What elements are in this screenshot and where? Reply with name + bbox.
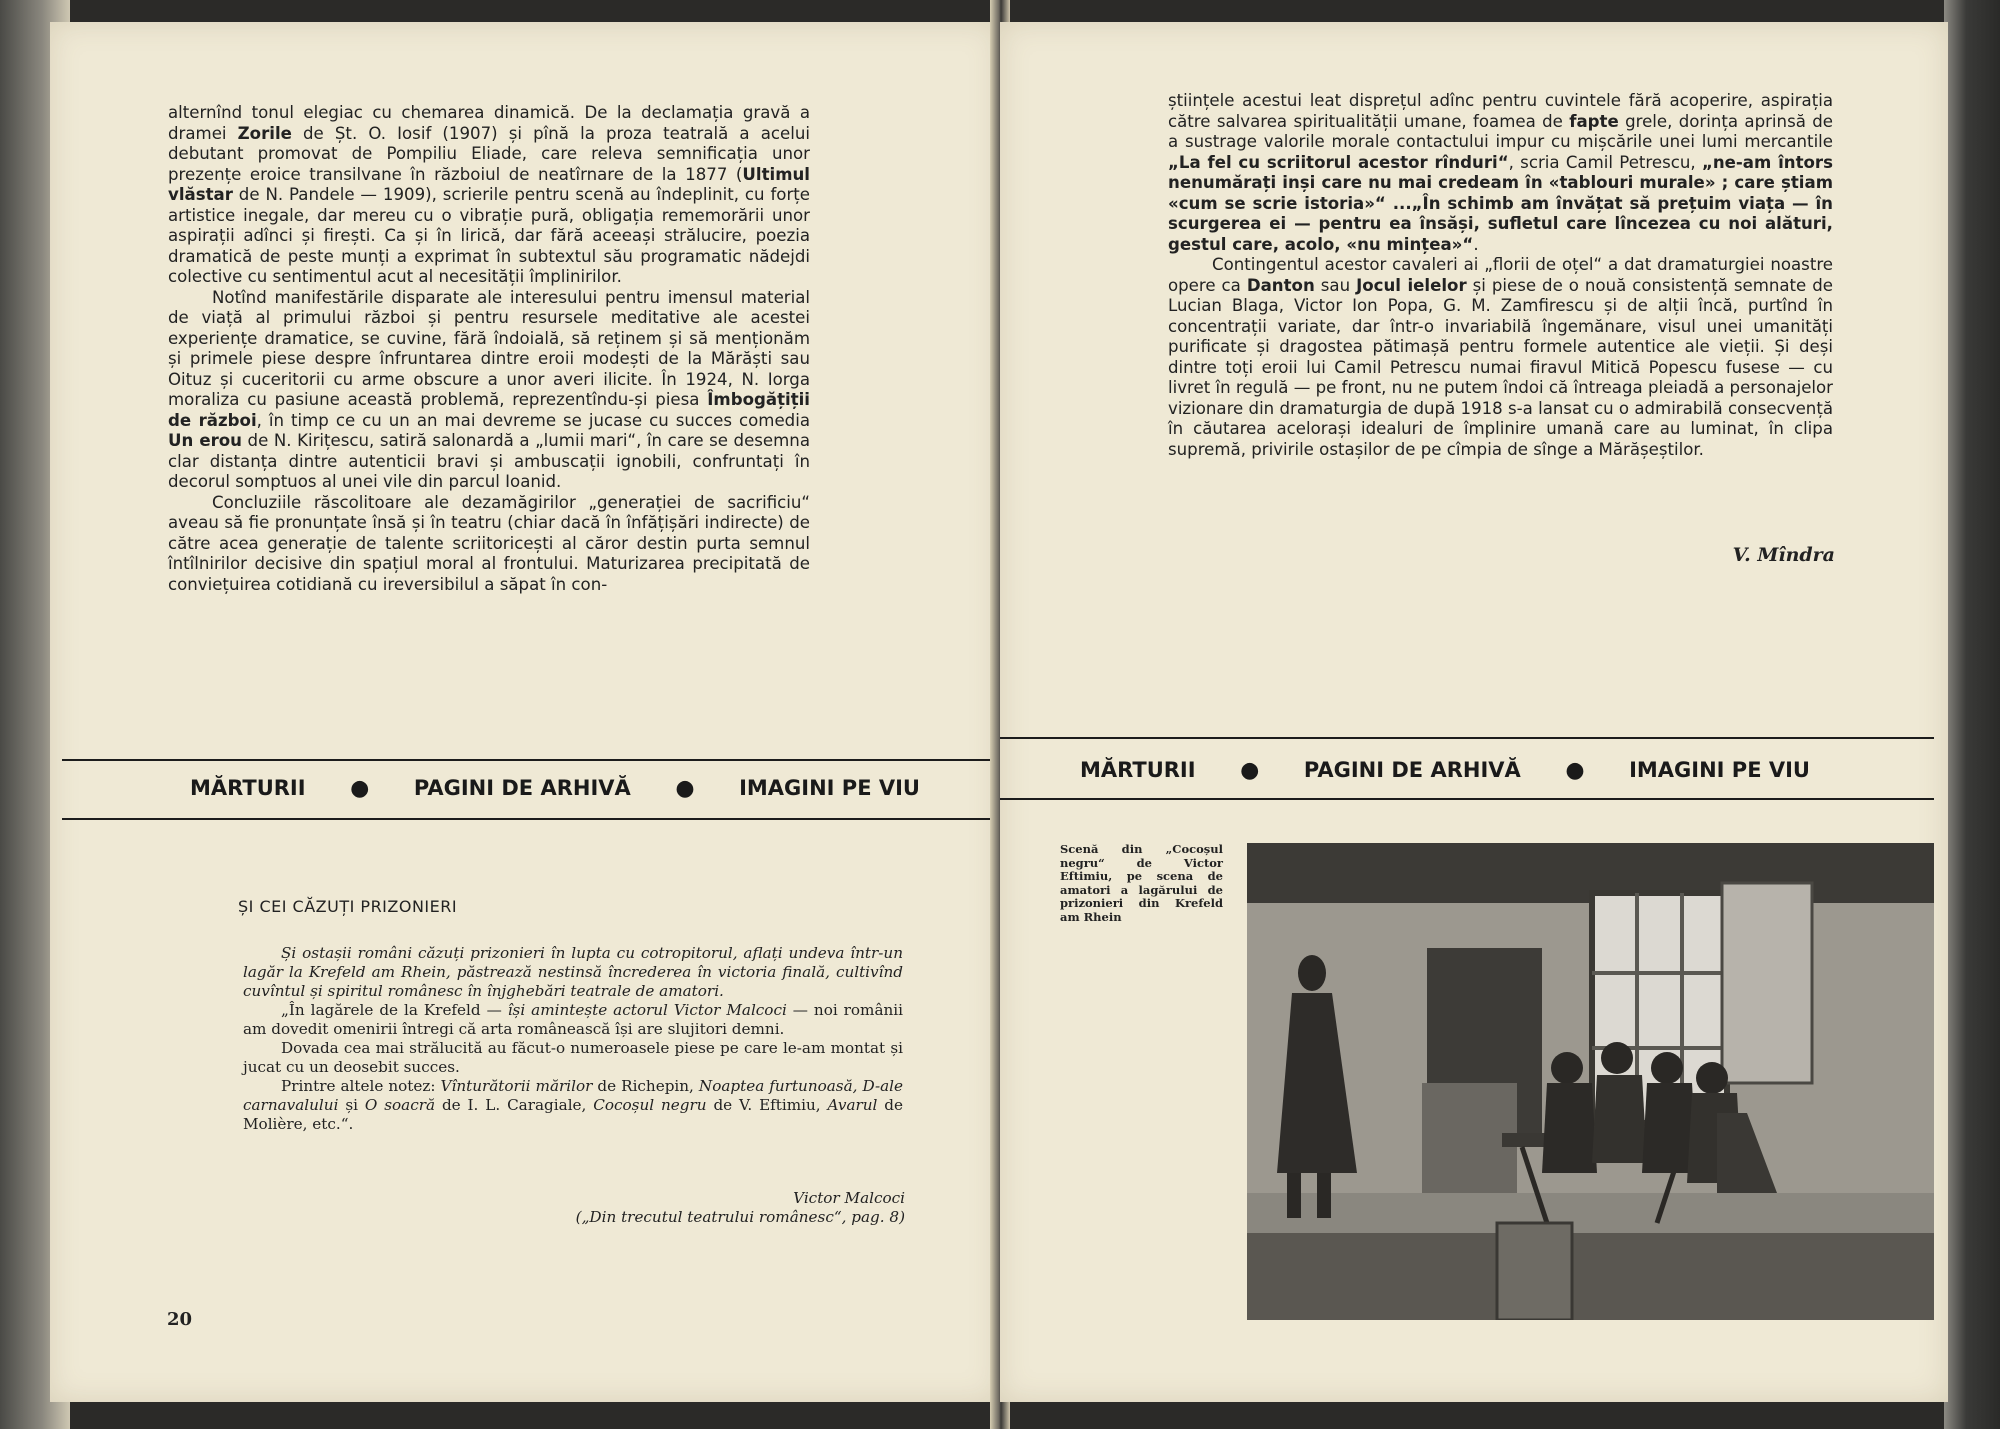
article-paragraph: Contingentul acestor cavaleri ai „florii de oțel“ a dat dramaturgiei noastre opere ca Danton sau Jocul ielelor și piese de o nouă consistență semnate de Lucian Blaga, Victor Ion Popa, G. M. Zamfirescu și de alții încă, purtînd în concentrații variate, dar într-o invariabilă îngemănare, visul unei umanități purificate și dragostea pătimașă pentru formele autentice ale vieții. Și deși dintre toți eroii lui Camil Petrescu numai firavul Mitică Popescu fusese — cu livret în regulă — pe front, nu ne putem îndoi că întreaga pleiadă a personajelor vizionare din dramaturgia de după 1918 s-a lansat cu o admirabilă consecvență în căutarea acelorași idealuri de împlinire umană care au luminat, în clipa supremă, privirile ostașilor de pe cîmpia de sînge a Mărășeștilor. bbox=[1168, 255, 1833, 459]
bullet-icon: ● bbox=[675, 775, 695, 801]
banner-item-marturii: MĂRTURII bbox=[190, 776, 306, 800]
left-section-banner bbox=[190, 773, 920, 803]
quote-text: de I. L. Caragiale, bbox=[435, 1096, 594, 1114]
emphasized-title: Jocul ielelor bbox=[1356, 275, 1467, 295]
quote-text: Printre altele notez: bbox=[281, 1077, 441, 1095]
left-banner-top-rule bbox=[62, 759, 996, 761]
photo-caption: Scenă din „Cocoșul negru“ de Victor Eftimiu, pe scena de amatori a lagărului de prizonieri din Krefeld am Rhein bbox=[1060, 842, 1223, 924]
play-title: Vînturătorii mărilor bbox=[440, 1077, 593, 1095]
emphasized-title: Danton bbox=[1246, 275, 1315, 295]
play-title: O soacră bbox=[364, 1096, 436, 1114]
banner-item-pagini-de-arhiva: PAGINI DE ARHIVĂ bbox=[413, 776, 631, 800]
right-banner-top-rule bbox=[1000, 737, 1934, 739]
right-article-text bbox=[1168, 91, 1833, 460]
article-author: V. Mîndra bbox=[1732, 544, 1835, 566]
emphasized-title: Ultimul vlăstar bbox=[168, 164, 810, 204]
signature-name: Victor Malcoci bbox=[793, 1189, 905, 1207]
emphasized-title: Îmbogățiții de război bbox=[168, 390, 810, 430]
quote-text: Dovada cea mai strălucită au făcut-o numeroasele piese pe care le-am montat și jucat cu un deosebit succes. bbox=[243, 1039, 903, 1076]
quote-text: — noi românii am dovedit omenirii întregi că arta românească își are slujitori demni. bbox=[243, 1001, 903, 1038]
emphasized-title: Un erou bbox=[168, 431, 242, 450]
left-article-text bbox=[168, 103, 810, 595]
article-paragraph: Concluziile răscolitoare ale dezamăgirilor „generației de sacrificiu“ aveau să fie pronunțate însă și în teatru (chiar dacă în înfățișări indirecte) de către acea generație de talente scriitoricești al căror destin purta semnul întîlnirilor decisive din spațiul moral al frontului. Maturizarea precipitată de conviețuirea cotidiană cu ireversibilul a săpat în con- bbox=[168, 492, 810, 594]
article-paragraph: științele acestui leat disprețul adînc pentru cuvintele fără acoperire, aspirația către salvarea spiritualității umane, foamea de fapte grele, dorința aprinsă de a sustrage valorile morale contactului impur cu mișcările unei lumi mercantile „La fel cu scriitorul acestor rînduri“, scria Camil Petrescu, „ne-am întors nenumărați inși care nu mai credeam în «tablouri murale» ; care știam «cum se scrie istoria»“ ...„În schimb am învățat să prețuim viața — în scurgerea ei — pentru ea însăși, sufletul care lîncezea cu noi alături, gestul care, acolo, «nu mințea»“. bbox=[1168, 91, 1833, 254]
quote-text: de Molière, etc.“. bbox=[243, 1096, 904, 1133]
quote-text-italic: își amintește actorul Victor Malcoci bbox=[507, 1001, 787, 1019]
article-paragraph: Notînd manifestările disparate ale interesului pentru imensul material de viață al primului război și pentru resursele meditative ale acestei experiențe dramatice, se cuvine, fără îndoială, să reținem și să menționăm și primele piese despre înfruntarea dintre eroii modești de la Mărăști sau Oituz și cuceritorii cu arme obscure a unor averi ilicite. În 1924, N. Iorga moraliza cu pasiune această problemă, reprezentîndu-și piesa Îmbogățiții de război, în timp ce cu un an mai devreme se jucase cu succes comedia Un erou de N. Kirițescu, satiră salonardă a „lumii mari“, în care se desemna clar distanța dintre autenticii bravi și ambuscații ignobili, confruntați în decorul somptuos al unei vile din parcul Ioanid. bbox=[168, 287, 810, 491]
bullet-icon: ● bbox=[1240, 757, 1260, 783]
banner-item-imagini-pe-viu: IMAGINI PE VIU bbox=[1629, 758, 1810, 782]
play-title: Avarul bbox=[827, 1096, 878, 1114]
emphasized-title: „ne-am întors nenumărați inși care nu mai credeam în «tablouri murale» ; care știam «cum se scrie istoria»“ ...„În schimb am învățat să prețuim viața — în scurgerea ei — pentru ea însăși, sufletul care lîncezea cu noi alături, gestul care, acolo, «nu mințea»“ bbox=[1168, 152, 1833, 254]
page-number: 20 bbox=[167, 1309, 193, 1330]
quote-intro: Și ostașii români căzuți prizonieri în lupta cu cotropitorul, aflați undeva într-un lagăr la Krefeld am Rhein, păstrează nestinsă încrederea în victoria finală, cultivînd cuvîntul și spiritul românesc în înjghebări teatrale de amatori. bbox=[243, 944, 903, 1000]
article-paragraph: alternînd tonul elegiac cu chemarea dinamică. De la declamația gravă a dramei Zorile de Șt. O. Iosif (1907) și pînă la proza teatrală a acelui debutant promovat de Pompiliu Eliade, care releva semnificația unor prezențe eroice transilvane în războiul de neatîrnare de la 1877 (Ultimul vlăstar de N. Pandele — 1909), scrierile pentru scenă au îndeplinit, cu forțe artistice inegale, dar mereu cu o vibrație pură, obligația rememorării unor aspirații adînci și firești. Ca și în lirică, dar fără aceeași strălucire, poezia dramatică de peste munți a exprimat în subtextul său programatic nădejdi colective cu sentimentul acut al necesității împlinirilor. bbox=[168, 103, 810, 286]
right-banner-bottom-rule bbox=[1000, 798, 1934, 800]
book-cover-right bbox=[1944, 0, 2000, 1429]
signature-source: („Din trecutul teatrului românesc“, pag. 8) bbox=[575, 1208, 905, 1226]
play-title: Cocoșul negru bbox=[593, 1096, 707, 1114]
play-title: Noaptea furtunoasă, D-ale carnavalului bbox=[243, 1077, 903, 1114]
theatre-scene-photo bbox=[1247, 843, 1934, 1320]
section-title: ȘI CEI CĂZUȚI PRIZONIERI bbox=[238, 897, 458, 916]
quote-text: „În lagărele de la Krefeld — bbox=[281, 1001, 508, 1019]
bullet-icon: ● bbox=[350, 775, 370, 801]
quote-signature bbox=[480, 1189, 905, 1227]
left-banner-bottom-rule bbox=[62, 818, 996, 820]
banner-item-pagini-de-arhiva: PAGINI DE ARHIVĂ bbox=[1303, 758, 1521, 782]
banner-item-marturii: MĂRTURII bbox=[1080, 758, 1196, 782]
quote-text: și bbox=[338, 1096, 365, 1114]
emphasized-title: „La fel cu scriitorul acestor rînduri“ bbox=[1168, 152, 1509, 172]
emphasized-title: Zorile bbox=[237, 123, 292, 143]
banner-item-imagini-pe-viu: IMAGINI PE VIU bbox=[739, 776, 920, 800]
quote-text: de V. Eftimiu, bbox=[706, 1096, 828, 1114]
quote-text: de Richepin, bbox=[592, 1077, 699, 1095]
right-section-banner bbox=[1080, 755, 1810, 785]
emphasized-title: fapte bbox=[1569, 111, 1619, 131]
bullet-icon: ● bbox=[1565, 757, 1585, 783]
archive-quote bbox=[243, 944, 903, 1134]
